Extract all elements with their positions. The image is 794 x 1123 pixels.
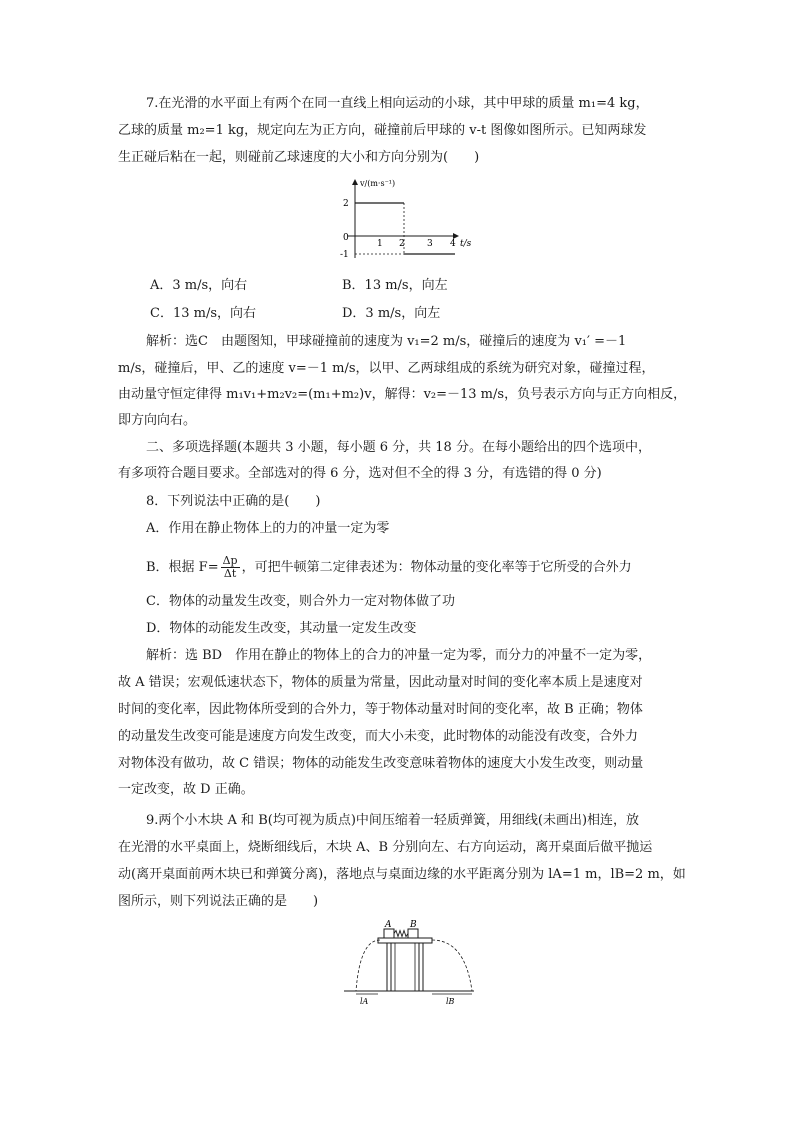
q7-stem-line-1: 7.在光滑的水平面上有两个在同一直线上相向运动的小球，其中甲球的质量 m₁=4 kg， [146,96,649,111]
vt-xtick-2: 2 [399,239,405,249]
trajectory-b [432,940,472,991]
table-leg-right [419,943,423,991]
q7-analysis-line-1: 解析：选C 由题图知，甲球碰撞前的速度为 v₁=2 m/s，碰撞后的速度为 v₁′ =－1 [146,334,627,349]
vt-x-label: t/s [460,239,472,249]
label-a: A [385,920,392,930]
q7-option-c: C．13 m/s，向右 [150,306,256,321]
q7-analysis-line-2: m/s，碰撞后，甲、乙的速度 v=－1 m/s，以甲、乙两球组成的系统为研究对象，碰撞过程， [118,361,655,376]
q8-option-c: C．物体的动量发生改变，则合外力一定对物体做了功 [146,594,455,609]
q8-option-d: D．物体的动能发生改变，其动量一定发生改变 [146,621,417,636]
delta-p-over-delta-t [221,555,240,580]
q7-option-b: B．13 m/s，向左 [342,278,448,293]
trajectory-a [356,940,380,991]
q9-stem-line-4: 图所示，则下列说法正确的是 ) [118,894,319,909]
q8-analysis-line-1: 解析：选 BD 作用在静止的物体上的合力的冲量一定为零，而分力的冲量不一定为零， [146,648,652,663]
q8-analysis-line-2: 故 A 错误；宏观低速状态下，物体的质量为常量，因此动量对时间的变化率本质上是速度对 [118,675,643,690]
section2-heading-line-2: 有多项符合题目要求。全部选对的得 6 分，选对但不全的得 3 分，有选错的得 0 分) [118,466,602,481]
section2-heading-line-1: 二、多项选择题(本题共 3 小题，每小题 6 分，共 18 分。在每小题给出的四个选项中， [146,440,651,455]
q8-analysis-line-6: 一定改变，故 D 正确。 [118,782,254,797]
vt-ytick-0: 0 [343,233,349,243]
fraction-numerator: Δp [222,554,238,567]
label-b: B [410,920,417,930]
block-b [408,929,418,938]
q9-stem-line-3: 动(离开桌面前两木块已和弹簧分离)，落地点与桌面边缘的水平距离分别为 lA=1 m，lB=2 m，如 [118,867,686,882]
q7-option-a: A．3 m/s，向右 [150,278,248,293]
q7-stem-line-2: 乙球的质量 m₂=1 kg，规定向左为正方向，碰撞前后甲球的 v-t 图像如图所示。已知两球发 [118,123,647,138]
table-figure [340,918,480,1008]
table-leg-left [387,943,391,991]
vt-ytick-neg1: -1 [340,250,349,260]
q8-option-a: A．作用在静止物体上的力的冲量一定为零 [146,521,390,536]
q8-stem: 8．下列说法中正确的是( ) [146,494,321,509]
vt-graph [330,176,490,266]
fraction-denominator: Δt [223,567,237,580]
q7-analysis-line-4: 即方向向右。 [118,413,197,428]
q9-stem-line-2: 在光滑的水平桌面上，烧断细线后，木块 A、B 分别向左、右方向运动，离开桌面后做平抛运 [118,840,653,855]
q8-option-b-prefix: B．根据 F= [146,560,219,575]
q8-analysis-line-3: 时间的变化率，因此物体所受到的合外力，等于物体动量对时间的变化率，故 B 正确；物体 [118,702,643,717]
block-a [384,929,394,938]
q8-analysis-line-4: 的动量发生改变可能是速度方向发生改变，而大小未变，此时物体的动能没有改变，合外力 [118,729,639,744]
q9-stem-line-1: 9.两个小木块 A 和 B(均可视为质点)中间压缩着一轻质弹簧，用细线(未画出)相连，放 [146,813,640,828]
vt-y-label: v/(m·s⁻¹) [360,179,396,188]
q8-analysis-line-5: 对物体没有做功，故 C 错误；物体的动能发生改变意味着物体的速度大小发生改变，则动量 [118,756,644,771]
vt-ytick-2: 2 [343,199,349,209]
q8-option-b [146,553,632,583]
vt-xtick-4: 4 [450,239,456,249]
q7-stem-line-3: 生正碰后粘在一起，则碰前乙球速度的大小和方向分别为( ) [118,150,480,165]
label-la: lA [360,997,369,1006]
vt-xtick-1: 1 [377,239,383,249]
vt-xtick-3: 3 [427,239,433,249]
label-lb: lB [446,997,455,1006]
q8-option-b-suffix: ，可把牛顿第二定律表述为：物体动量的变化率等于它所受的合外力 [241,560,632,575]
q7-analysis-line-3: 由动量守恒定律得 m₁v₁+m₂v₂=(m₁+m₂)v，解得：v₂=－13 m/s，负号表示方向与正方向相反， [118,387,687,402]
table-top [378,938,432,943]
spring [394,931,408,937]
q7-option-d: D．3 m/s，向左 [342,306,441,321]
